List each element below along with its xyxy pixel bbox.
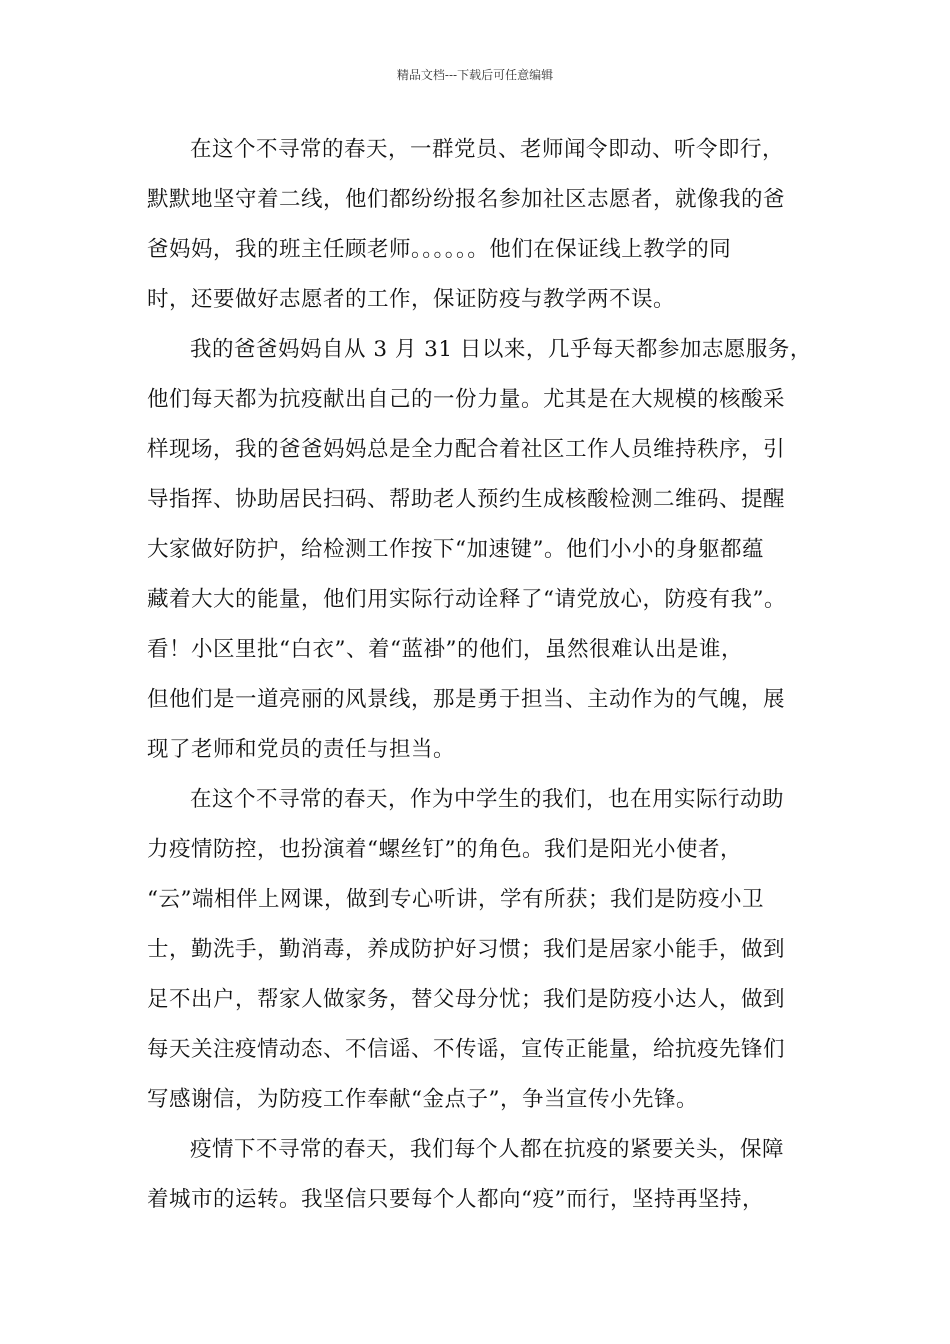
paragraph-2-line-4: 导指挥、协助居民扫码、帮助老人预约生成核酸检测二维码、提醒 [147, 487, 786, 512]
paragraph-3-line-5: 足不出户，帮家人做家务，替父母分忧；我们是防疫小达人，做到 [147, 987, 786, 1012]
paragraph-1-line-1: 在这个不寻常的春天，一群党员、老师闻令即动、听令即行， [190, 137, 785, 162]
paragraph-3-line-7: 写感谢信，为防疫工作奉献“金点子”，争当宣传小先锋。 [147, 1087, 698, 1112]
paragraph-3-line-4: 士，勤洗手，勤消毒，养成防护好习惯；我们是居家小能手，做到 [147, 937, 786, 962]
paragraph-2-line-9: 现了老师和党员的责任与担当。 [147, 737, 456, 762]
paragraph-3-line-3: “云”端相伴上网课，做到专心听讲，学有所获；我们是防疫小卫 [147, 887, 764, 912]
paragraph-2-line-5: 大家做好防护，给检测工作按下“加速键”。他们小小的身躯都蕴 [147, 537, 764, 562]
paragraph-1-line-2: 默默地坚守着二线，他们都纷纷报名参加社区志愿者，就像我的爸 [147, 187, 786, 212]
paragraph-2-line-1: 我的爸爸妈妈自从 3 月 31 日以来，几乎每天都参加志愿服务， [190, 337, 812, 362]
paragraph-4-line-2: 着城市的运转。我坚信只要每个人都向“疫”而行，坚持再坚持， [147, 1187, 764, 1212]
paragraph-3-line-1: 在这个不寻常的春天，作为中学生的我们，也在用实际行动助 [190, 787, 785, 812]
paragraph-2-line-2: 他们每天都为抗疫献出自己的一份力量。尤其是在大规模的核酸采 [147, 387, 786, 412]
paragraph-1-line-4: 时，还要做好志愿者的工作，保证防疫与教学两不误。 [147, 287, 676, 312]
paragraph-2-line-3: 样现场，我的爸爸妈妈总是全力配合着社区工作人员维持秩序，引 [147, 437, 786, 462]
paragraph-3-line-2: 力疫情防控，也扮演着“螺丝钉”的角色。我们是阳光小使者， [147, 837, 742, 862]
paragraph-2-line-7: 看！小区里批“白衣”、着“蓝褂”的他们，虽然很难认出是谁， [147, 637, 743, 662]
paragraph-3-line-6: 每天关注疫情动态、不信谣、不传谣，宣传正能量，给抗疫先锋们 [147, 1037, 786, 1062]
page-header: 精品文档---下载后可任意编辑 [396, 68, 554, 82]
paragraph-2-line-6: 藏着大大的能量，他们用实际行动诠释了“请党放心，防疫有我”。 [147, 587, 786, 612]
paragraph-1-line-3: 爸妈妈，我的班主任顾老师。。。。。。他们在保证线上教学的同 [147, 237, 732, 262]
paragraph-4-line-1: 疫情下不寻常的春天，我们每个人都在抗疫的紧要关头，保障 [190, 1137, 785, 1162]
paragraph-2-line-8: 但他们是一道亮丽的风景线，那是勇于担当、主动作为的气魄，展 [147, 687, 786, 712]
